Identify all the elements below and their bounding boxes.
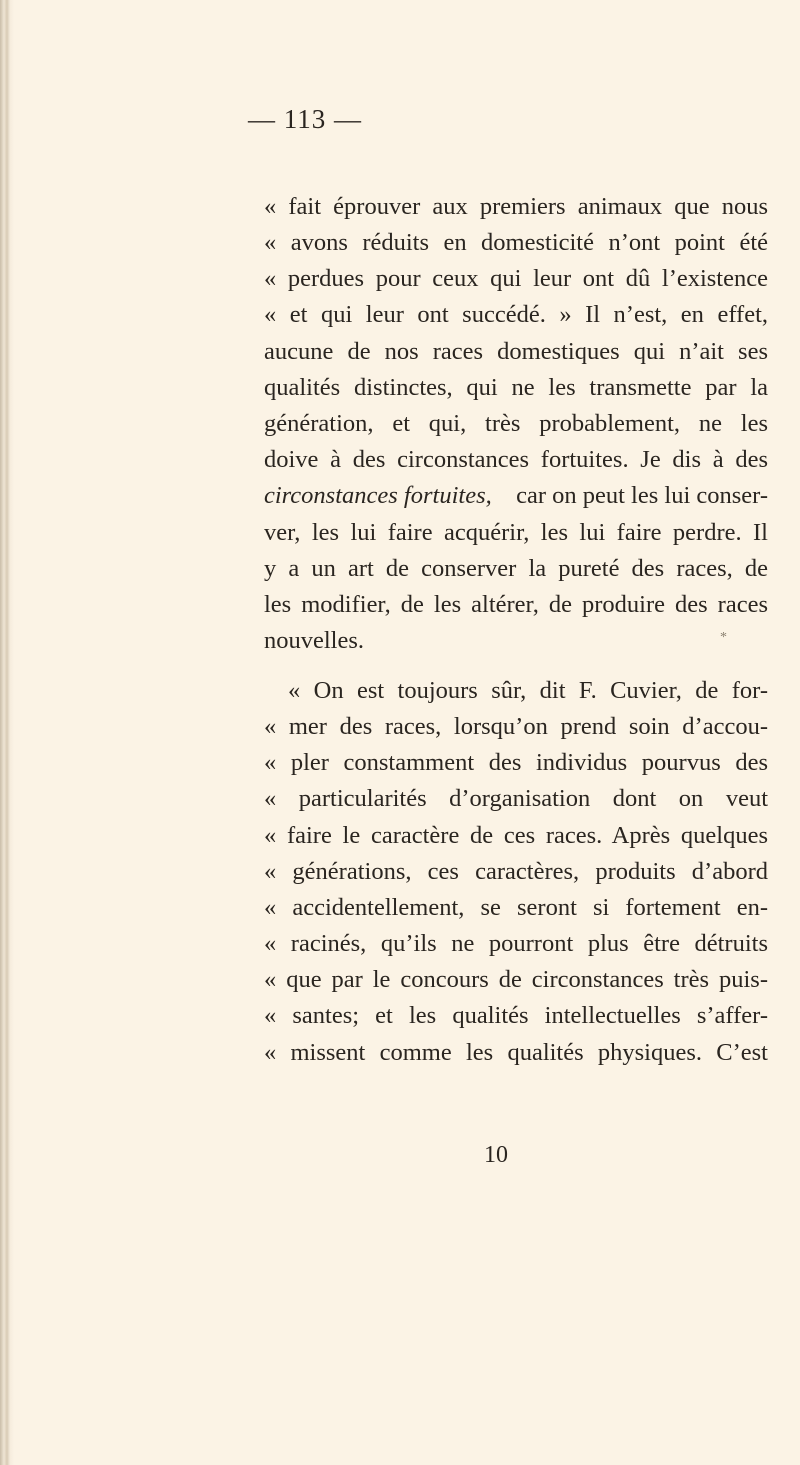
text-line: « racinés, qu’ils ne pourront plus être détruits: [264, 930, 768, 957]
text-line: doive à des circonstances fortuites. Je dis à des: [264, 446, 768, 473]
text-line: « pler constamment des individus pourvus des: [264, 749, 768, 776]
text-line: « mer des races, lorsqu’on prend soin d’accou-: [264, 713, 768, 740]
text-line: qualités distinctes, qui ne les transmette par la: [264, 374, 768, 401]
text-line: « particularités d’organisation dont on veut: [264, 785, 768, 812]
text-line: « perdues pour ceux qui leur ont dû l’existence: [264, 265, 768, 292]
text-line: « fait éprouver aux premiers animaux que nous: [264, 193, 768, 220]
page-number: — 113 —: [248, 104, 362, 134]
text-line: « faire le caractère de ces races. Après quelques: [264, 822, 768, 849]
text-line: les modifier, de les altérer, de produire des races: [264, 591, 768, 618]
text-line: « On est toujours sûr, dit F. Cuvier, de for-: [288, 677, 768, 704]
text-line-rest: car on peut les lui conser-: [516, 482, 768, 509]
text-line: « générations, ces caractères, produits d’abord: [264, 858, 768, 885]
italic-phrase: circonstances fortuites,: [264, 482, 492, 509]
page-binding-edge: [0, 0, 14, 1465]
text-line: « et qui leur ont succédé. » Il n’est, en effet,: [264, 301, 768, 328]
text-line: « santes; et les qualités intellectuelles s’affer-: [264, 1002, 768, 1029]
text-line: génération, et qui, très probablement, ne les: [264, 410, 768, 437]
text-line: y a un art de conserver la pureté des races, de: [264, 555, 768, 582]
text-line: « avons réduits en domesticité n’ont point été: [264, 229, 768, 256]
text-line: aucune de nos races domestiques qui n’ait ses: [264, 338, 768, 365]
text-line: « accidentellement, se seront si fortement en-: [264, 894, 768, 921]
ink-speck: *: [720, 630, 727, 645]
text-line: « missent comme les qualités physiques. C’est: [264, 1039, 768, 1066]
text-line: ver, les lui faire acquérir, les lui faire perdre. Il: [264, 519, 768, 546]
signature-mark: 10: [484, 1142, 508, 1168]
text-line: « que par le concours de circonstances très puis-: [264, 966, 768, 993]
text-line: [264, 481, 768, 511]
text-line: nouvelles.: [264, 627, 365, 654]
